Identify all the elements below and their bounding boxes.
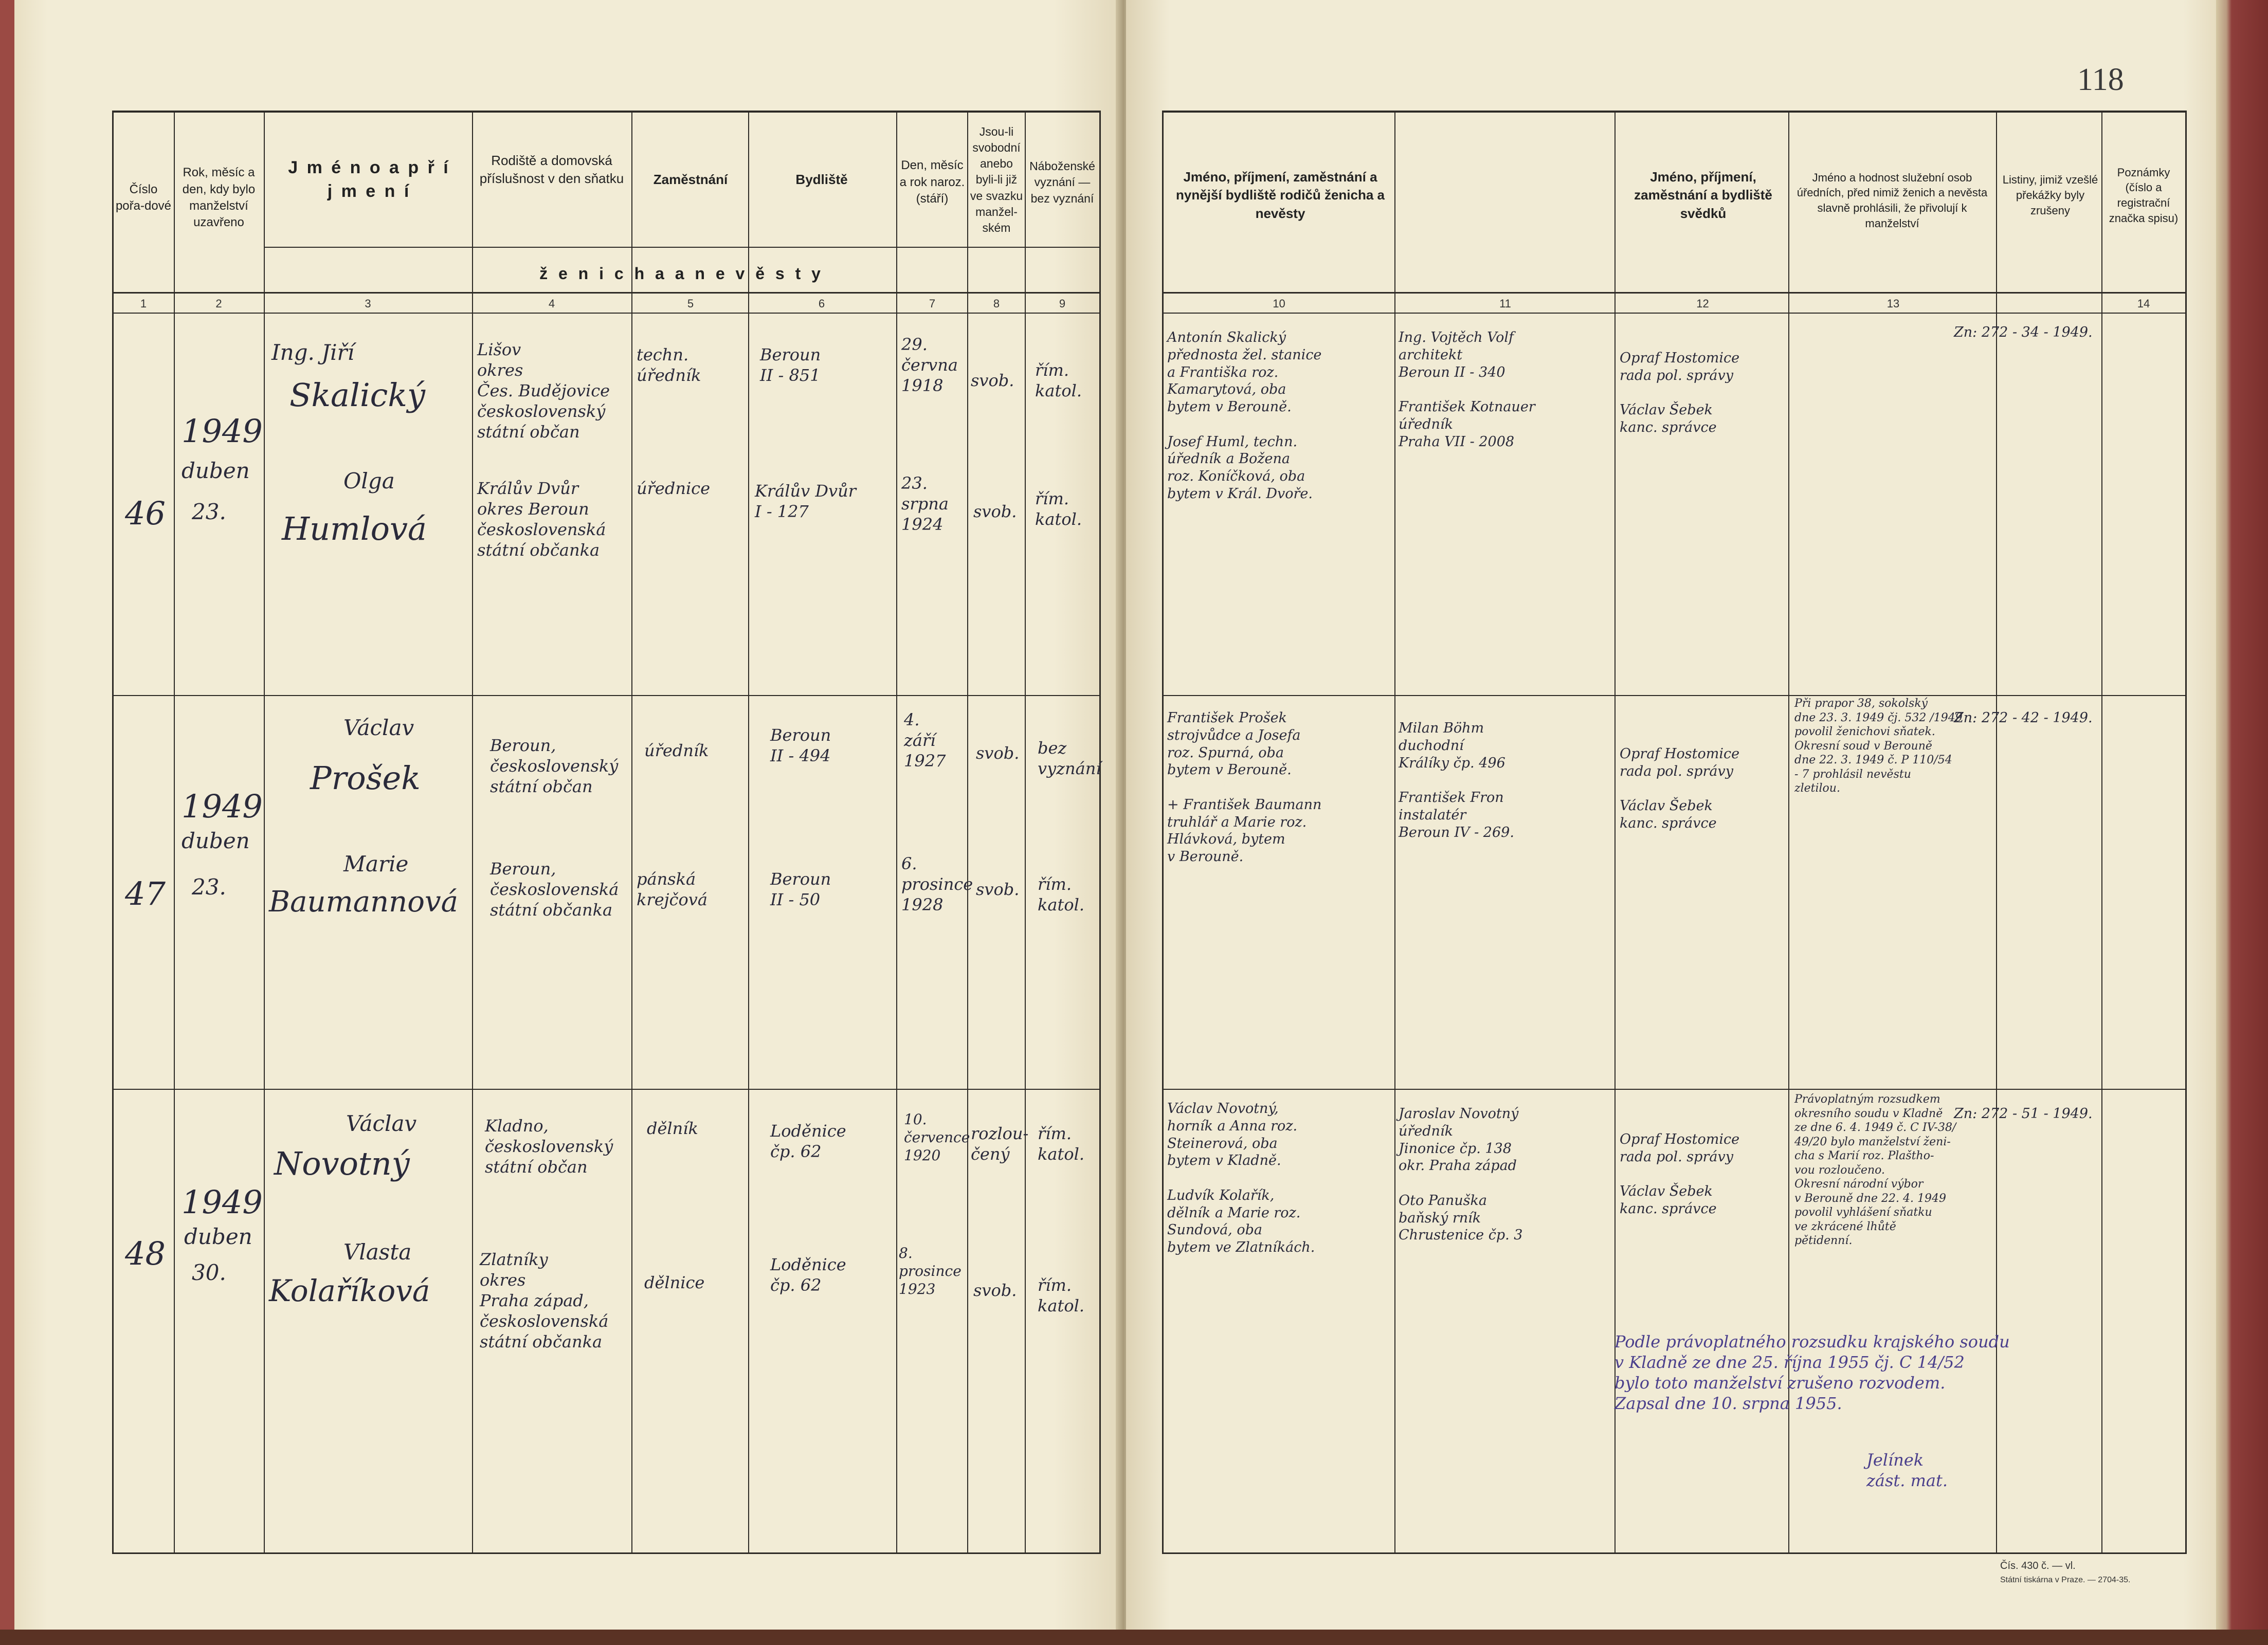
entry-46-groom-religion: řím. katol. <box>1035 360 1082 400</box>
entry-48-groom-birth: 10. července 1920 <box>904 1111 970 1164</box>
column-number-12: 12 <box>1696 297 1709 310</box>
entry-46-year: 1949 <box>182 412 263 450</box>
entry-48-parents: Václav Novotný, horník a Anna roz. Steinerová, oba bytem v Kladně. Ludvík Kolařík, dělník a Marie roz. Sundová, oba bytem ve Zlatníkách. <box>1167 1101 1315 1255</box>
entry-47-bride-residence: Beroun II - 50 <box>770 869 831 909</box>
header-residence: Bydliště <box>795 172 848 188</box>
column-number-6: 6 <box>818 297 825 310</box>
entry-46-groom-first: Ing. Jiří <box>271 340 355 365</box>
entry-47-bride-birthplace: Beroun, československá státní občanka <box>490 859 619 920</box>
entry-47-groom-religion: bez vyznání <box>1038 738 1101 778</box>
entry-48-groom-job: dělník <box>647 1119 698 1138</box>
entry-46-bride-residence: Králův Dvůr I - 127 <box>755 481 857 521</box>
entry-46-groom-status: svob. <box>971 371 1014 390</box>
entry-48-documents: Právoplatným rozsudkem okresního soudu v Kladně ze dne 6. 4. 1949 č. C IV-38/ 49/20 bylo manželství ženi- cha s Marií roz. Plaštho- vou rozloučeno. Okresní národní výbor v Berouně dne 22. 4. 1949 povolil vyhlášení sňatku ve zkrácené lhůtě pětidenní. <box>1794 1093 1956 1247</box>
header-groom-bride: ž e n i c h a a n e v ě s t y <box>539 264 824 283</box>
header-notes: Poznámky (číslo a registrační značka spisu) <box>2109 166 2179 225</box>
entry-46-bride-first: Olga <box>343 468 395 494</box>
entry-47-bride-job: pánská krejčová <box>637 869 707 909</box>
column-number-11: 11 <box>1499 297 1511 310</box>
entry-46-day: 23. <box>192 499 226 524</box>
column-number-1: 1 <box>140 297 147 310</box>
entry-48-witnesses: Jaroslav Novotný úředník Jinonice čp. 138 okr. Praha západ Oto Panuška baňský rník Chrustenice čp. 3 <box>1399 1106 1523 1244</box>
entry-47-groom-last: Prošek <box>310 759 421 797</box>
header-documents: Listiny, jimiž vzešlé překážky byly zrušeny <box>2002 173 2098 217</box>
header-occupation: Zaměstnání <box>653 172 728 188</box>
form-number: Čís. 430 č. — vl. <box>2000 1560 2076 1571</box>
entry-46-groom-job: techn. úředník <box>637 345 701 385</box>
page-number: 118 <box>2077 62 2124 97</box>
right-page <box>1126 0 2216 1630</box>
entry-48-groom-first: Václav <box>346 1111 417 1136</box>
entry-46-bride-last: Humlová <box>282 510 427 547</box>
entry-47-groom-status: svob. <box>976 743 1020 763</box>
entry-46-bride-birthplace: Králův Dvůr okres Beroun československá státní občanka <box>477 479 606 560</box>
entry-48-groom-birthplace: Kladno, československý státní občan <box>485 1116 613 1177</box>
entry-48-month: duben <box>184 1224 252 1249</box>
entry-46-number: 46 <box>125 495 166 532</box>
header-officials: Jméno a hodnost služební osob úředních, před nimiž ženich a nevěsta slavně prohlásili, že přivolují k manželství <box>1797 171 1988 230</box>
entry-47-notes: Zn: 272 - 42 - 1949. <box>1954 710 2093 726</box>
book-binding-bottom <box>0 1630 2268 1645</box>
entry-48-groom-residence: Loděnice čp. 62 <box>770 1121 846 1161</box>
divorce-annotation: Podle právoplatného rozsudku krajského soudu v Kladně ze dne 25. října 1955 čj. C 14/52 bylo toto manželství zrušeno rozvodem. Zapsal dne 10. srpna 1955. <box>1614 1332 2010 1413</box>
header-name: J m é n o a p ř í j m e n í <box>288 158 450 201</box>
header-status: Jsou-li svobodní anebo byli-li již ve svazku manžel-ském <box>970 125 1023 234</box>
column-number-14: 14 <box>2137 297 2150 310</box>
entry-47-witnesses: Milan Böhm duchodní Králíky čp. 496 František Fron instalatér Beroun IV - 269. <box>1399 720 1514 840</box>
entry-46-groom-birth: 29. června 1918 <box>901 335 958 395</box>
column-number-5: 5 <box>687 297 694 310</box>
column-number-7: 7 <box>929 297 936 310</box>
entry-46-bride-status: svob. <box>973 502 1017 521</box>
left-page <box>14 0 1122 1630</box>
entry-47-bride-birth: 6. prosince 1928 <box>901 854 973 915</box>
entry-46-bride-job: úřednice <box>637 479 711 498</box>
entry-46-witnesses: Ing. Vojtěch Volf architekt Beroun II - 340 František Kotnauer úředník Praha VII - 2008 <box>1399 330 1535 450</box>
entry-47-groom-residence: Beroun II - 494 <box>770 725 831 765</box>
registrar-signature: Jelínek zást. mat. <box>1866 1450 1948 1490</box>
column-number-2: 2 <box>215 297 222 310</box>
entry-47-day: 23. <box>192 874 226 900</box>
entry-48-groom-last: Novotný <box>274 1145 410 1182</box>
entry-47-groom-birth: 4. září 1927 <box>904 710 946 771</box>
entry-48-groom-religion: řím. katol. <box>1038 1124 1084 1164</box>
entry-46-notes: Zn: 272 - 34 - 1949. <box>1954 324 2093 340</box>
header-date: Rok, měsíc a den, kdy bylo manželství uzavřeno <box>182 166 256 230</box>
entry-46-month: duben <box>182 458 250 483</box>
entry-48-bride-first: Vlasta <box>343 1239 412 1265</box>
entry-48-bride-job: dělnice <box>644 1273 705 1292</box>
entry-46-officials: Opraf Hostomice rada pol. správy Václav Šebek kanc. správce <box>1620 350 1740 435</box>
entry-46-bride-birth: 23. srpna 1924 <box>901 473 949 534</box>
entry-48-notes: Zn: 272 - 51 - 1949. <box>1954 1106 2093 1122</box>
header-religion: Náboženské vyznání — bez vyznání <box>1029 159 1095 205</box>
entry-46-groom-last: Skalický <box>289 376 425 414</box>
entry-47-officials: Opraf Hostomice rada pol. správy Václav Šebek kanc. správce <box>1620 746 1740 831</box>
header-witnesses: Jméno, příjmení, zaměstnání a bydliště svědků <box>1634 169 1772 221</box>
header-number: Číslo pořa-dové <box>115 182 172 213</box>
header-birth: Den, měsíc a rok naroz. (stáří) <box>899 158 965 206</box>
column-number-13: 13 <box>1886 297 1900 310</box>
entry-48-day: 30. <box>192 1260 226 1285</box>
entry-46-parents: Antonín Skalický přednosta žel. stanice a Františka roz. Kamarytová, oba bytem v Berouně. Josef Huml, techn. úředník a Božena roz. Koníčková, oba bytem v Král. Dvoře. <box>1167 330 1322 502</box>
header-parents: Jméno, příjmení, zaměstnání a nynější bydliště rodičů ženicha a nevěsty <box>1175 169 1385 221</box>
entry-48-year: 1949 <box>182 1183 263 1221</box>
entry-48-officials: Opraf Hostomice rada pol. správy Václav Šebek kanc. správce <box>1620 1131 1740 1217</box>
entry-47-bride-last: Baumannová <box>269 885 458 919</box>
entry-48-bride-last: Kolaříková <box>269 1273 430 1308</box>
column-number-10: 10 <box>1273 297 1285 310</box>
entry-47-documents: Při prapor 38, sokolský dne 23. 3. 1949 čj. 532 /1949 povolil ženichovi sňatek. Okresní soud v Berouně dne 22. 3. 1949 č. P 110/54 - 7 prohlásil nevěstu zletilou. <box>1794 697 1963 795</box>
printer-imprint: Státní tiskárna v Praze. — 2704-35. <box>2000 1576 2131 1584</box>
entry-47-bride-religion: řím. katol. <box>1038 874 1084 915</box>
book-binding-left <box>0 0 14 1645</box>
entry-47-bride-first: Marie <box>343 851 409 876</box>
entry-48-groom-status: rozlou- čený <box>971 1124 1029 1164</box>
entry-47-month: duben <box>182 828 250 853</box>
entry-47-groom-first: Václav <box>343 715 414 740</box>
entry-47-groom-job: úředník <box>644 741 709 760</box>
entry-47-parents: František Prošek strojvůdce a Josefa roz. Spurná, oba bytem v Berouně. + František Baumann truhlář a Marie roz. Hlávková, bytem v Berouně. <box>1167 710 1322 865</box>
book-binding-right <box>2216 0 2268 1645</box>
entry-46-groom-birthplace: Lišov okres Čes. Budějovice československý státní občan <box>477 340 610 442</box>
entry-46-bride-religion: řím. katol. <box>1035 489 1082 529</box>
entry-46-groom-residence: Beroun II - 851 <box>760 345 821 385</box>
entry-48-bride-birth: 8. prosince 1923 <box>899 1245 961 1297</box>
entry-48-bride-birthplace: Zlatníky okres Praha západ, československá státní občanka <box>480 1250 609 1351</box>
entry-48-bride-residence: Loděnice čp. 62 <box>770 1255 846 1295</box>
header-birthplace: Rodiště a domovská příslušnost v den sňatku <box>479 152 624 186</box>
column-number-8: 8 <box>993 297 1000 310</box>
entry-47-number: 47 <box>125 875 166 912</box>
entry-48-bride-status: svob. <box>973 1281 1017 1300</box>
entry-47-year: 1949 <box>182 788 263 825</box>
entry-48-number: 48 <box>125 1235 166 1272</box>
column-number-9: 9 <box>1059 297 1066 310</box>
column-number-4: 4 <box>548 297 555 310</box>
entry-48-bride-religion: řím. katol. <box>1038 1275 1084 1315</box>
entry-47-bride-status: svob. <box>976 880 1020 899</box>
entry-47-groom-birthplace: Beroun, československý státní občan <box>490 736 619 796</box>
column-number-3: 3 <box>365 297 371 310</box>
